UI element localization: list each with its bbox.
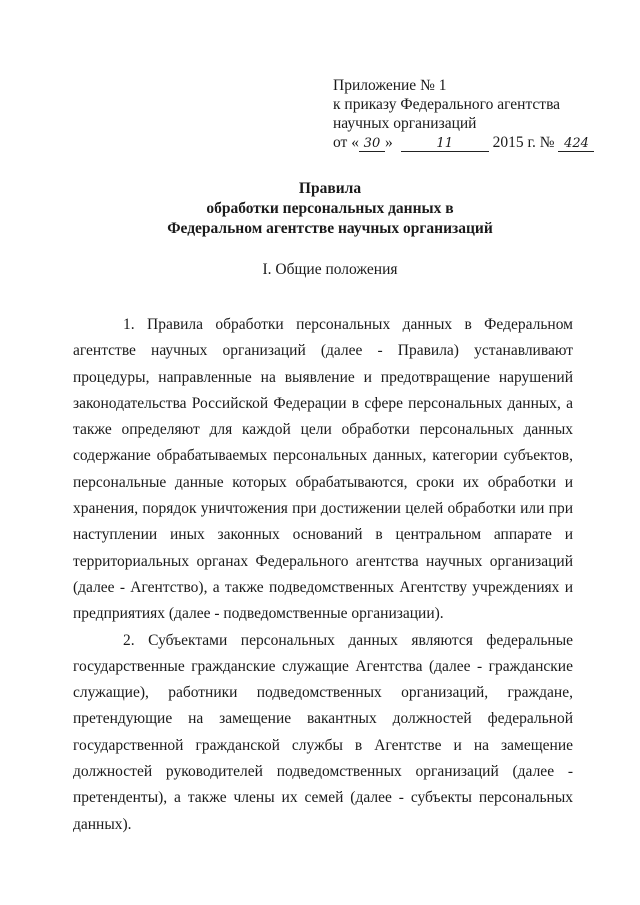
handwritten-day: 30 [359,137,385,152]
appendix-order-ref: к приказу Федерального агентства [333,96,561,113]
appendix-agency: научных организаций [333,115,477,132]
appendix-header [333,76,623,152]
paragraph-1: 1. Правила обработки персональных данных в Федеральном агентстве научных организаций (далее - Правила) устанавливают процедуры, направленные на выявление и предотвращение нарушений законодательства Российской Федерации в сфере персональных данных, а также определяют для каждой цели обработки персональных данных содержание обрабатываемых персональных данных, категории субъектов, персональные данные которых обрабатываются, сроки их обработки и хранения, порядок уничтожения при достижении целей обработки или при наступлении иных законных оснований в центральном аппарате и территориальных органах Федерального агентства научных организаций (далее - Агентство), а также подведомственных Агентству учреждениях и предприятиях (далее - подведомственные организации). [73,316,573,623]
document-body [73,312,573,838]
document-title [120,179,540,239]
title-line-1: Правила [298,180,362,197]
appendix-number: Приложение № 1 [333,77,447,94]
title-line-3: Федеральном агентстве научных организаций [167,220,493,237]
handwritten-month: 11 [401,137,489,152]
appendix-date-line [333,133,623,152]
date-separator: » [384,134,393,151]
paragraph-2: 2. Субъектами персональных данных являются федеральные государственные гражданские служащие Агентства (далее - гражданские служащие), работники подведомственных организаций, граждане, претендующие на замещение вакантных должностей федеральной государственной гражданской службы в Агентстве и на замещение должностей руководителей подведомственных организаций (далее - претенденты), а также члены их семей (далее - субъекты персональных данных). [73,631,573,833]
handwritten-order-number: 424 [558,137,594,152]
date-prefix: от « [333,134,359,151]
date-year: 2015 г. № [492,134,555,151]
title-line-2: обработки персональных данных в [206,200,454,217]
section-heading: I. Общие положения [262,261,398,278]
